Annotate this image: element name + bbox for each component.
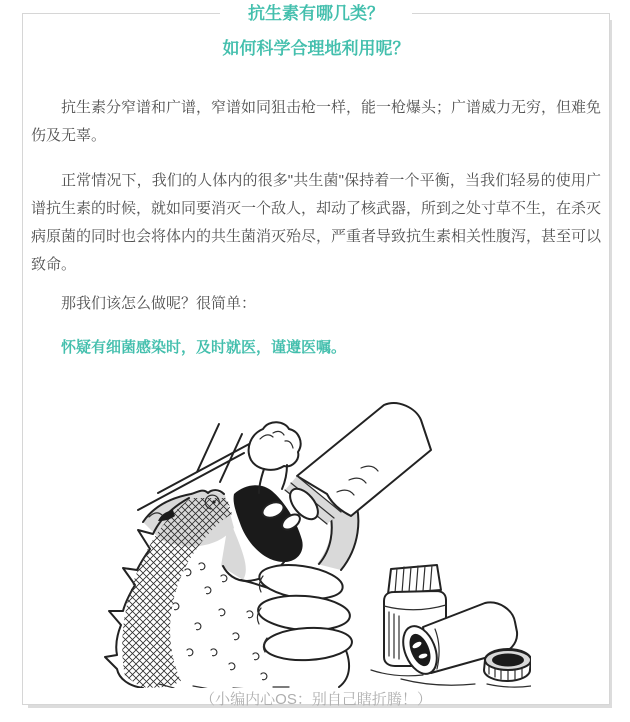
paragraph-advice-highlight: 怀疑有细菌感染时，及时就医，谨遵医嘱。	[61, 339, 347, 356]
article-border-box	[22, 4, 610, 708]
article-title-line1: 抗生素有哪几类？	[220, 2, 412, 25]
paragraph-symbiotic-balance: 正常情况下，我们的人体内的很多"共生菌"保持着一个平衡，当我们轻易的使用广谱抗生素的时候，就如同要消灭一个敌人，却动了核武器，所到之处寸草不生，在杀灭病原菌的同时也会将体内的共生菌消灭殆尽，严重者导致抗生素相关性腹泻，甚至可以致命。	[31, 172, 602, 273]
loose-bottle-cap	[484, 649, 531, 687]
paragraph-antibiotic-types: 抗生素分窄谱和广谱，窄谱如同狙击枪一样，能一枪爆头；广谱威力无穷，但难免伤及无辜。	[31, 99, 602, 144]
illustration-figure	[31, 398, 601, 688]
article-title-line2: 如何科学合理地利用呢？	[222, 39, 410, 58]
monster-drinking-pills-illustration	[101, 398, 531, 688]
illustration-caption: （小编内心OS：别自己瞎折腾！）	[200, 691, 432, 708]
article-content	[23, 14, 609, 710]
paragraph-what-to-do: 那我们该怎么做呢？很简单：	[61, 295, 257, 312]
